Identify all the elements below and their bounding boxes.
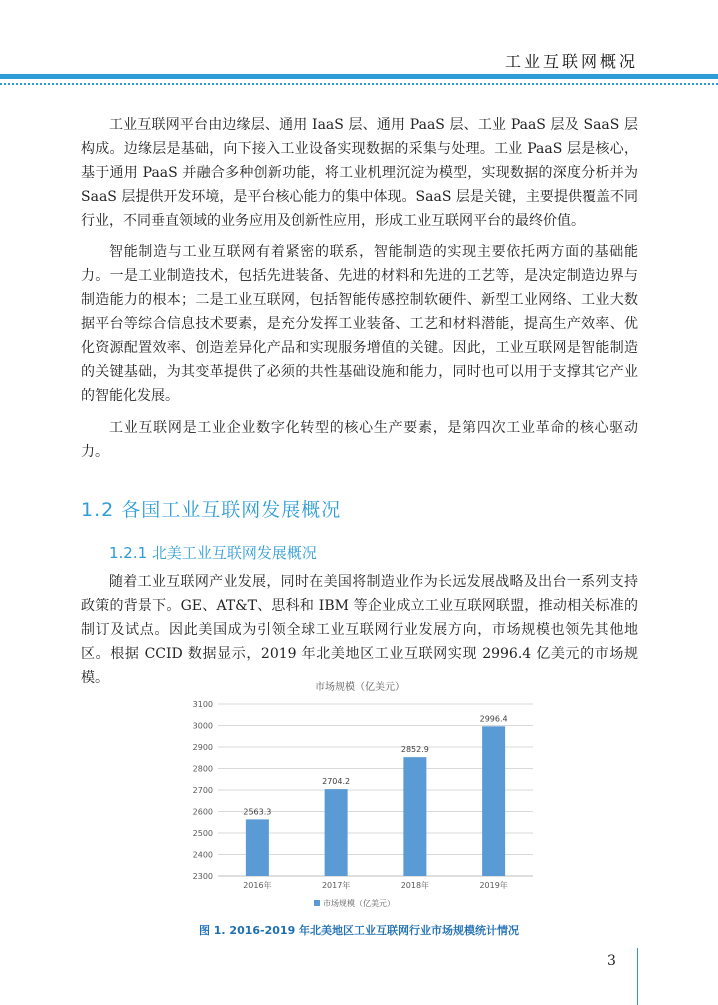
figure-caption: 图 1. 2016-2019 年北美地区工业互联网行业市场规模统计情况: [198, 924, 520, 937]
y-tick-label: 2800: [192, 764, 213, 774]
data-label: 2852.9: [400, 745, 429, 755]
running-header-title: 工业互联网概况: [504, 52, 638, 71]
bar: [403, 757, 426, 876]
y-tick-label: 2400: [192, 850, 213, 860]
bar: [246, 819, 269, 876]
data-label: 2704.2: [322, 777, 351, 787]
legend-label: 市场规模（亿美元）: [323, 899, 395, 908]
chart-y-ticks: [193, 700, 213, 881]
body-paragraph-2: 智能制造与工业互联网有着紧密的联系，智能制造的实现主要依托两方面的基础能力。一是工业制造技术，包括先进装备、先进的材料和先进的工艺等，是决定制造边界与制造能力的根本；二是工业互联网，包括智能传感控制软硬件、新型工业网络、工业大数据平台等综合信息技术要素，是充分发挥工业装备、工艺和材料潜能，提高生产效率、优化资源配置效率、创造差异化产品和实现服务增值的关键。因此，工业互联网是智能制造的关键基础，为其变革提供了必须的共性基础设施和能力，同时也可以用于支撑其它产业的智能化发展。: [81, 244, 638, 404]
y-tick-label: 2600: [192, 807, 213, 817]
y-tick-label: 2900: [192, 743, 213, 752]
bar: [325, 789, 348, 876]
header-dotted-rule: [0, 83, 718, 85]
bar-chart: [178, 676, 543, 913]
y-tick-label: 3100: [192, 700, 213, 709]
page-number: 3: [607, 953, 616, 969]
y-tick-label: 3000: [192, 721, 213, 731]
chart-svg: [178, 676, 543, 913]
chart-legend: [314, 898, 395, 908]
y-tick-label: 2500: [192, 829, 213, 838]
x-tick-label: 2019年: [479, 881, 508, 890]
x-tick-label: 2017年: [321, 881, 351, 890]
page-number-rule: [637, 948, 638, 1005]
x-tick-label: 2016年: [243, 881, 272, 890]
x-tick-label: 2018年: [400, 881, 430, 890]
section-heading: 1.2 各国工业互联网发展概况: [81, 499, 342, 521]
section-paragraph: 随着工业互联网产业发展，同时在美国将制造业作为长远发展战略及出台一系列支持政策的背景下。GE、AT&T、思科和 IBM 等企业成立工业互联网联盟，推动相关标准的制订及试点。因此美国成为引领全球工业互联网行业发展方向，市场规模也领先其他地区。根据 CCID 数据显示，2019 年北美地区工业互联网实现 2996.4 亿美元的市场规模。: [81, 574, 638, 686]
header-rule: [0, 74, 718, 79]
body-paragraph-1: 工业互联网平台由边缘层、通用 IaaS 层、通用 PaaS 层、工业 PaaS 层及 SaaS 层构成。边缘层是基础，向下接入工业设备实现数据的采集与处理。工业 PaaS 层是核心，基于通用 PaaS 并融合多种创新功能，将工业机理沉淀为模型，实现数据的深度分析并为 SaaS 层提供开发环境，是平台核心能力的集中体现。SaaS 层是关键，主要提供覆盖不同行业，不同垂直领域的业务应用及创新性应用，形成工业互联网平台的最终价值。: [81, 117, 638, 229]
data-label: 2563.3: [243, 807, 272, 817]
chart-title: 市场规模（亿美元）: [315, 682, 405, 693]
y-tick-label: 2700: [192, 786, 213, 795]
subsection-heading: 1.2.1 北美工业互联网发展概况: [109, 544, 317, 562]
legend-swatch: [314, 900, 320, 906]
bar: [482, 726, 505, 876]
y-tick-label: 2300: [192, 872, 213, 881]
data-label: 2996.4: [479, 714, 508, 724]
body-paragraph-3: 工业互联网是工业企业数字化转型的核心生产要素，是第四次工业革命的核心驱动力。: [81, 420, 638, 460]
